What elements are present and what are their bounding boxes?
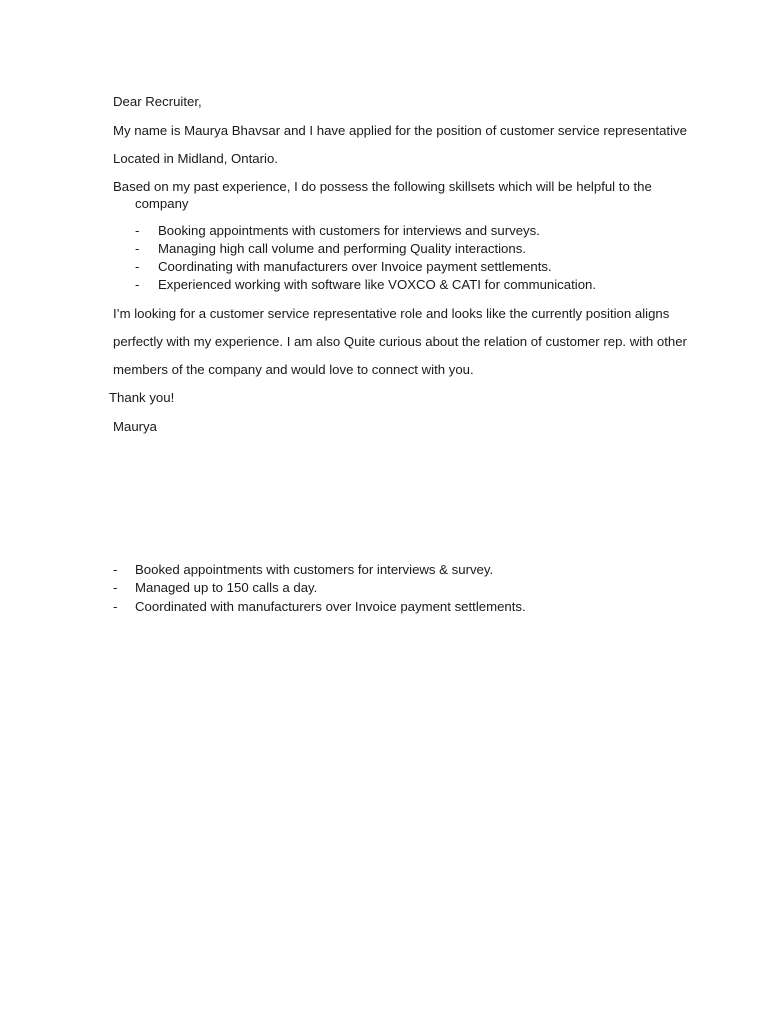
skill-item: Booking appointments with customers for interviews and surveys. [158,223,540,238]
notes-item: Managed up to 150 calls a day. [135,580,318,595]
notes-item: Booked appointments with customers for interviews & survey. [135,562,494,577]
body-line-2: perfectly with my experience. I am also Quite curious about the relation of customer rep. with other [113,334,687,349]
intro-line: My name is Maurya Bhavsar and I have applied for the position of customer service representative [113,123,687,138]
skill-item: Experienced working with software like VOXCO & CATI for communication. [158,277,597,292]
bullet-marker: - [113,580,118,595]
bullet-marker: - [135,259,140,274]
bullet-marker: - [113,562,118,577]
skill-item: Coordinating with manufacturers over Invoice payment settlements. [158,259,552,274]
skills-intro-line-1: Based on my past experience, I do possess the following skillsets which will be helpful to the [113,179,652,194]
closing: Thank you! [109,390,175,405]
skill-item: Managing high call volume and performing Quality interactions. [158,241,526,256]
body-line-3: members of the company and would love to connect with you. [113,362,474,377]
bullet-marker: - [135,277,140,292]
skills-intro-line-2: company [135,196,189,211]
bullet-marker: - [135,241,140,256]
bullet-marker: - [113,599,118,614]
signature: Maurya [113,419,157,434]
notes-item: Coordinated with manufacturers over Invoice payment settlements. [135,599,526,614]
location-line: Located in Midland, Ontario. [113,151,278,166]
greeting: Dear Recruiter, [113,94,202,109]
bullet-marker: - [135,223,140,238]
body-line-1: I’m looking for a customer service representative role and looks like the currently position aligns [113,306,670,321]
